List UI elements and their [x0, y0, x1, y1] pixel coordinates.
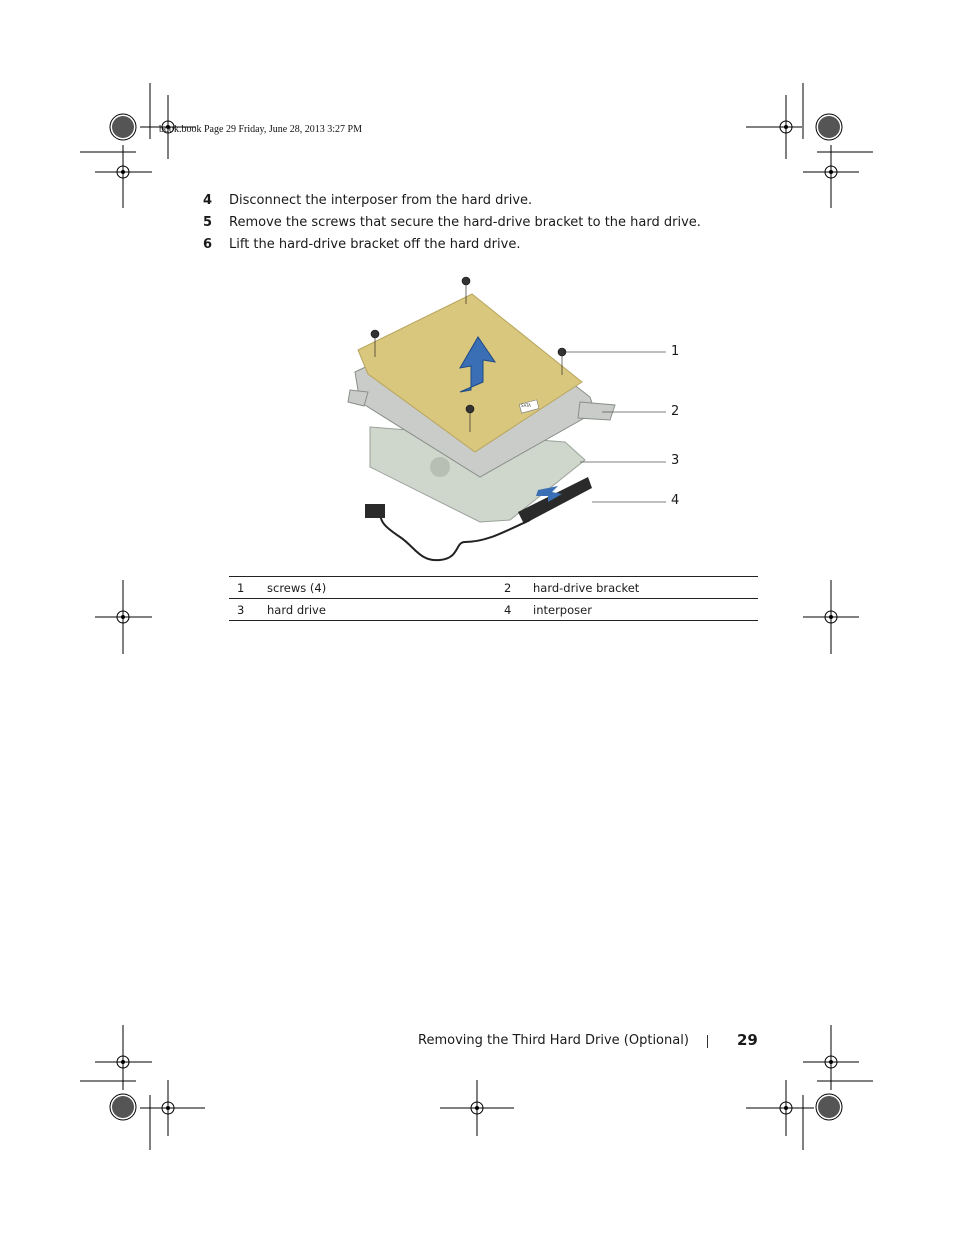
- legend-label: hard drive: [267, 602, 326, 617]
- footer-section-title: Removing the Third Hard Drive (Optional): [418, 1033, 689, 1048]
- step-number: 6: [203, 237, 213, 252]
- book-header: book.book Page 29 Friday, June 28, 2013 3:27 PM: [159, 124, 362, 135]
- legend-number: 3: [237, 602, 245, 617]
- step-4: [203, 193, 532, 208]
- step-5: [203, 215, 701, 230]
- step-number: 5: [203, 215, 213, 230]
- step-number: 4: [203, 193, 213, 208]
- legend-number: 1: [237, 580, 245, 595]
- legend-number: 4: [504, 602, 512, 617]
- legend-label: hard-drive bracket: [533, 580, 640, 595]
- table-row: [229, 599, 758, 621]
- legend-label: screws (4): [267, 580, 327, 595]
- step-6: [203, 237, 520, 252]
- step-text: Remove the screws that secure the hard-drive bracket to the hard drive.: [229, 215, 701, 230]
- step-text: Disconnect the interposer from the hard drive.: [229, 193, 533, 208]
- table-row: [229, 577, 758, 599]
- drive-label-text: SATA: [521, 403, 531, 408]
- callout-1: 1: [671, 344, 680, 359]
- page-number: 29: [737, 1031, 758, 1049]
- step-text: Lift the hard-drive bracket off the hard drive.: [229, 237, 521, 252]
- legend-number: 2: [504, 580, 512, 595]
- callout-3: 3: [671, 453, 680, 468]
- legend-label: interposer: [533, 602, 592, 617]
- hard-drive-bracket-illustration: [340, 272, 690, 572]
- callout-4: 4: [671, 493, 680, 508]
- legend-table: [229, 576, 758, 621]
- callout-2: 2: [671, 404, 680, 419]
- footer-divider: [707, 1035, 708, 1048]
